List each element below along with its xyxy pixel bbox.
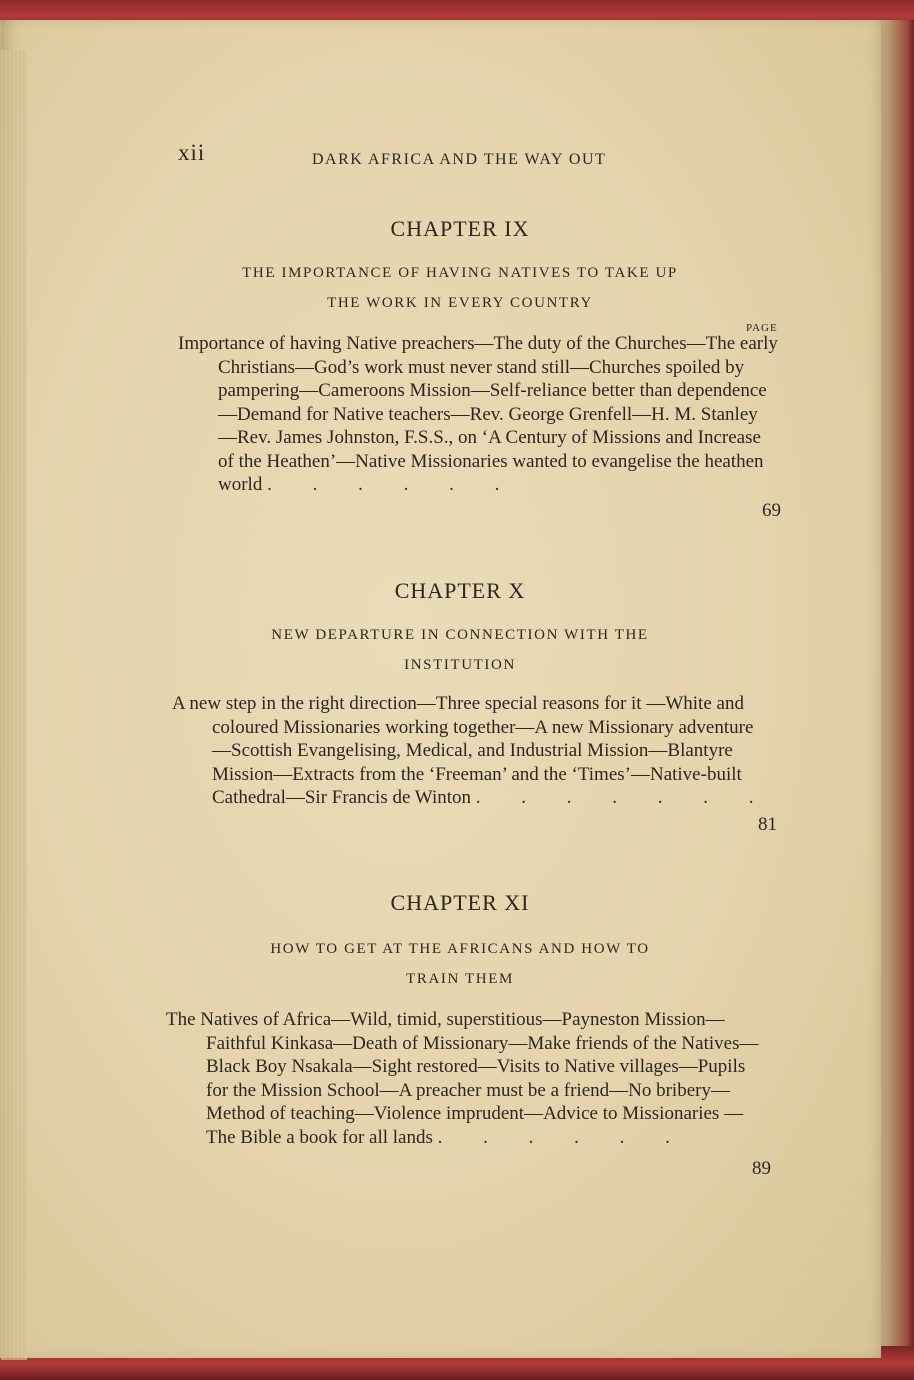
- chapter-ix-entry: [160, 216, 800, 497]
- running-title: DARK AFRICA AND THE WAY OUT: [312, 151, 607, 168]
- running-header: [178, 140, 738, 180]
- summary-text: Importance of having Native preachers—The duty of the Churches—The early Christians—God’s work must never stand still—Churches spoiled by pampering—Cameroons Mission—Self-reliance better than dependence—Demand for Native teachers—Rev. George Grenfell—H. M. Stanley —Rev. James Johnston, F.S.S., on ‘A Century of Missions and Increase of the Heathen’—Native Missionaries wanted to evangelise the heathen world: [178, 333, 778, 495]
- chapter-xi-entry: [160, 890, 800, 1149]
- summary-text: The Natives of Africa—Wild, timid, superstitious—Payneston Mission—Faithful Kinkasa—Death of Missionary—Make friends of the Natives—Black Boy Nsakala—Sight restored—Visits to Native villages—Pupils for the Mission School—A preacher must be a friend—No bribery—Method of teaching—Violence imprudent—Advice to Missionaries —The Bible a book for all lands: [166, 1009, 759, 1148]
- chapter-summary: [172, 692, 772, 810]
- chapter-heading: CHAPTER IX: [390, 216, 530, 241]
- page-number-xi: 89: [752, 1158, 771, 1179]
- chapter-heading: CHAPTER XI: [390, 890, 530, 915]
- chapter-heading: CHAPTER X: [394, 578, 526, 603]
- page-folio: xii: [178, 140, 206, 165]
- chapter-title-line-1: NEW DEPARTURE IN CONNECTION WITH THE: [271, 627, 649, 643]
- page-number-x: 81: [758, 814, 777, 835]
- chapter-title-line-2: TRAIN THEM: [406, 971, 514, 987]
- summary-text: A new step in the right direction—Three special reasons for it —White and coloured Missionaries working together—A new Missionary adventure—Scottish Evangelising, Medical, and Industrial Mission—Blantyre Mission—Extracts from the ‘Freeman’ and the ‘Times’—Native-built Cathedral—Sir Francis de Winton: [172, 693, 754, 808]
- chapter-title-line-1: THE IMPORTANCE OF HAVING NATIVES TO TAKE UP: [242, 265, 678, 281]
- chapter-title-line-2: THE WORK IN EVERY COUNTRY: [327, 295, 593, 311]
- chapter-summary: [166, 1008, 766, 1149]
- chapter-title-line-1: HOW TO GET AT THE AFRICANS AND HOW TO: [270, 941, 650, 957]
- chapter-title-line-2: INSTITUTION: [404, 657, 516, 673]
- leader-dots: . . . . . .: [267, 474, 518, 495]
- leader-dots: . . . . . .: [437, 1126, 688, 1148]
- page-number-ix: 69: [762, 500, 781, 521]
- chapter-summary: [178, 332, 778, 497]
- page-column-label: PAGE: [746, 322, 778, 334]
- chapter-x-entry: [160, 578, 800, 810]
- page-gutter-edges: [1, 50, 27, 1360]
- leader-dots: . . . . . . .: [475, 787, 772, 808]
